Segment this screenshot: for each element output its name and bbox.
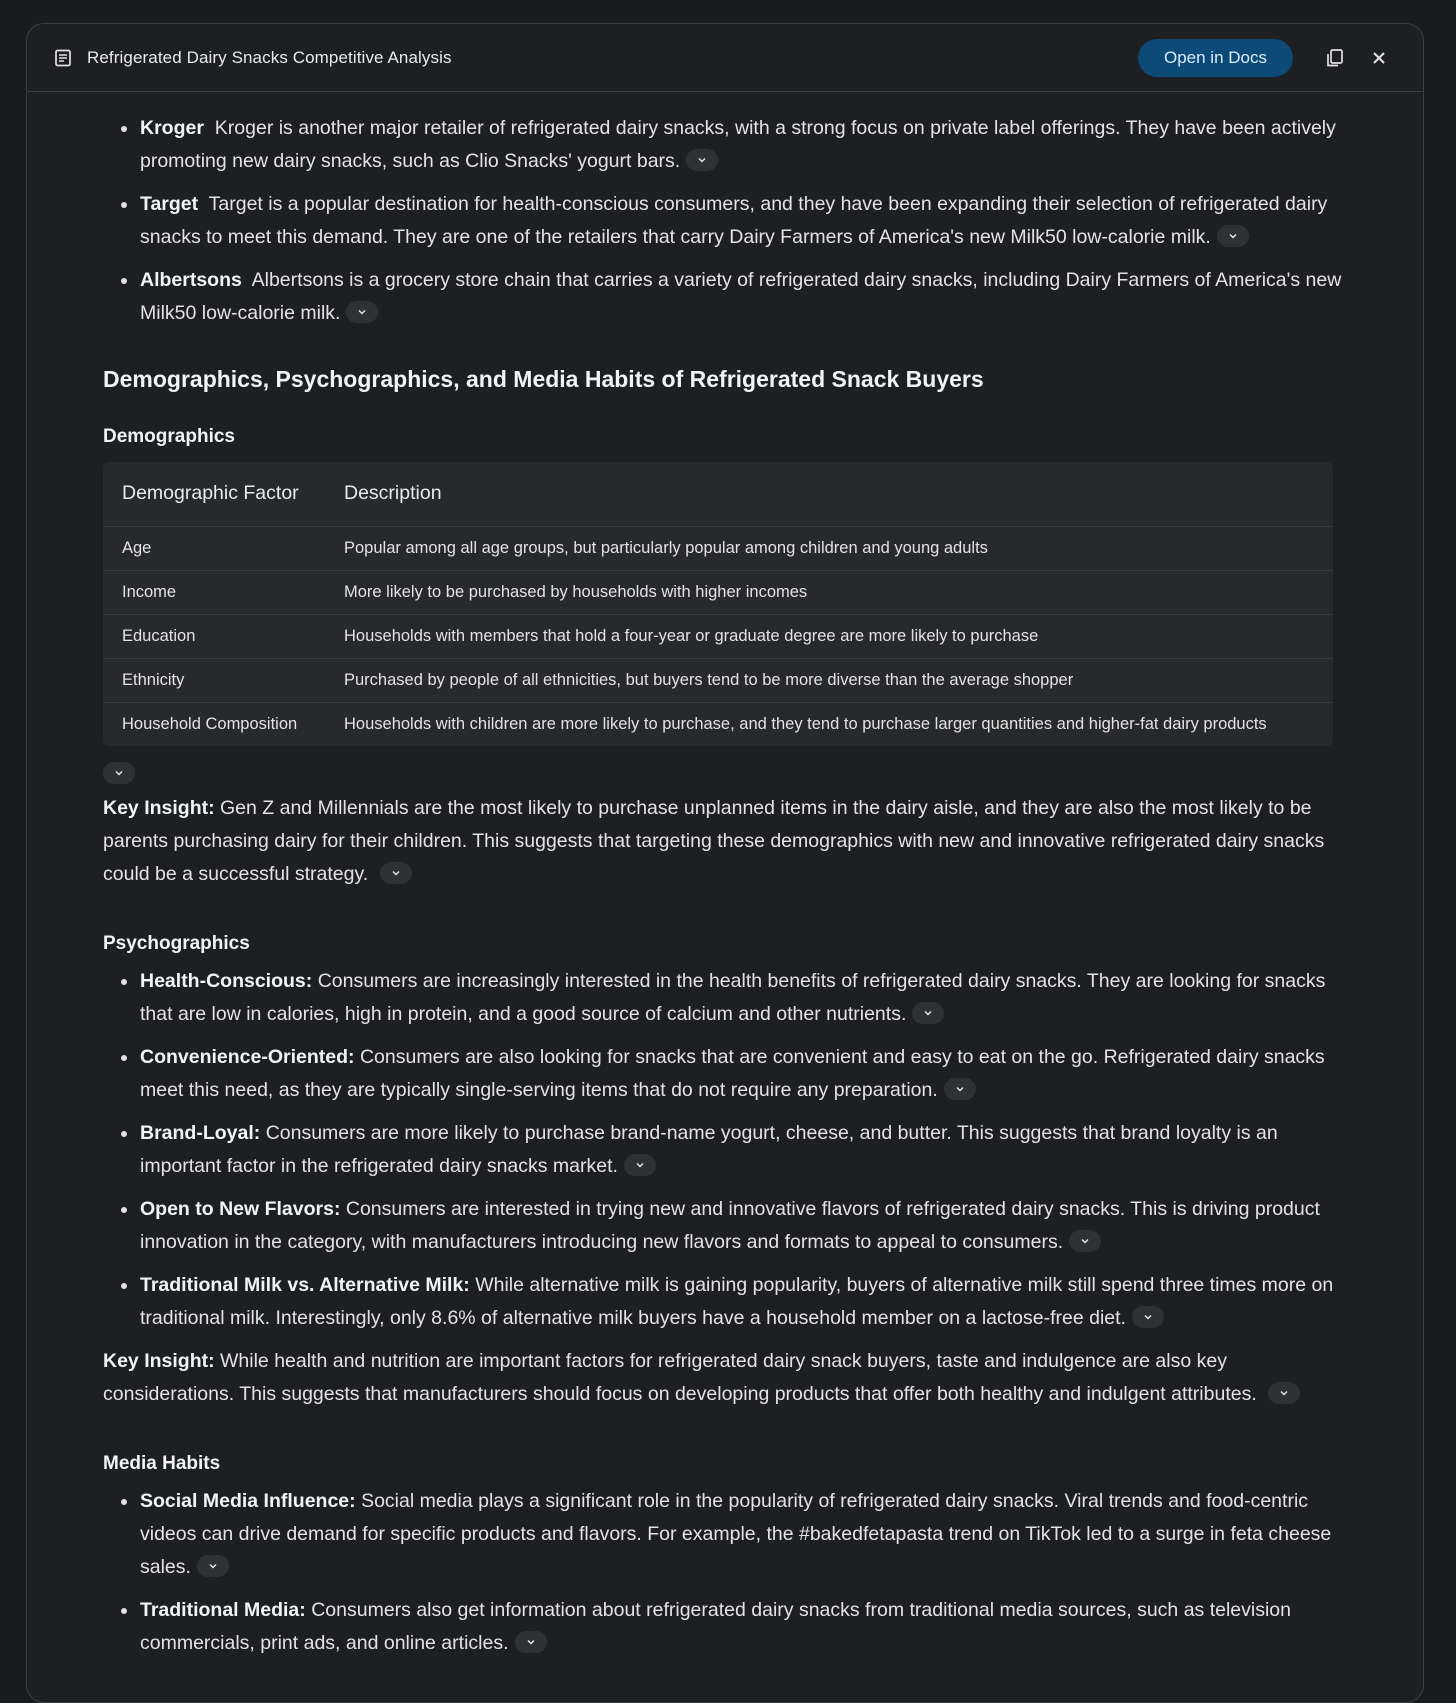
cell-factor: Education [103,614,325,658]
key-insight-text: Gen Z and Millennials are the most likely to purchase unplanned items in the dairy aisle, and they are also the most likely to be parents purchasing dairy for their children. This suggests that targeting these demographics with new and innovative refrigerated dairy snacks could be a successful strategy. [103,797,1325,885]
window-header [27,24,1423,92]
psychographics-heading: Psychographics [103,933,250,954]
media-habit-item [103,1485,1359,1584]
bullet-text: Consumers are more likely to purchase brand-name yogurt, cheese, and butter. This suggests that brand loyalty is an important factor in the refrigerated dairy snacks market. [140,1122,1278,1177]
document-title: Refrigerated Dairy Snacks Competitive Analysis [87,47,452,67]
document-icon [53,48,73,68]
cell-factor: Age [103,526,325,570]
bullet-text: Target is a popular destination for health-conscious consumers, and they have been expanding their selection of refrigerated dairy snacks to meet this demand. They are one of the retailers that carry Dairy Farmers of America's new Milk50 low-calorie milk. [140,193,1328,248]
retailer-item [103,188,1359,254]
chevron-down-icon[interactable] [1217,225,1249,247]
psychographics-key-insight [103,1345,1343,1411]
bullet-label: Brand-Loyal: [140,1122,261,1144]
column-header-factor: Demographic Factor [103,462,325,526]
chevron-down-icon[interactable] [1268,1382,1300,1404]
chevron-down-icon[interactable] [1132,1306,1164,1328]
retailer-item [103,112,1359,178]
demographics-table [103,462,1333,746]
bullet-text: Kroger is another major retailer of refrigerated dairy snacks, with a strong focus on private label offerings. They have been actively promoting new dairy snacks, such as Clio Snacks' yogurt bars. [140,117,1336,172]
chevron-down-icon[interactable] [944,1078,976,1100]
bullet-label: Albertsons [140,269,242,291]
bullet-label: Target [140,193,199,215]
retailer-list [103,112,1359,330]
section-title: Demographics, Psychographics, and Media Habits of Refrigerated Snack Buyers [103,366,984,392]
psychographic-item [103,1193,1359,1259]
media-habits-heading: Media Habits [103,1453,221,1474]
bullet-label: Open to New Flavors: [140,1198,341,1220]
demographics-key-insight [103,792,1343,891]
media-habits-list [103,1485,1359,1660]
bullet-label: Convenience-Oriented: [140,1046,355,1068]
bullet-text: Albertsons is a grocery store chain that carries a variety of refrigerated dairy snacks, including Dairy Farmers of America's new Milk50 low-calorie milk. [140,269,1342,324]
close-icon[interactable] [1359,38,1399,78]
retailer-item [103,264,1359,330]
table-row [103,570,1333,614]
psychographic-item [103,1117,1359,1183]
cell-factor: Ethnicity [103,658,325,702]
bullet-text: While alternative milk is gaining popularity, buyers of alternative milk still spend three times more on traditional milk. Interestingly, only 8.6% of alternative milk buyers have a household member on a lactose-free diet. [140,1274,1334,1329]
cell-factor: Income [103,570,325,614]
demographics-heading: Demographics [103,426,235,447]
cell-description: Purchased by people of all ethnicities, but buyers tend to be more diverse than the average shopper [325,658,1333,702]
table-row [103,658,1333,702]
bullet-label: Health-Conscious: [140,970,313,992]
chevron-down-icon[interactable] [912,1002,944,1024]
bullet-text: Consumers also get information about refrigerated dairy snacks from traditional media sources, such as television commercials, print ads, and online articles. [140,1599,1292,1654]
bullet-label: Traditional Milk vs. Alternative Milk: [140,1274,470,1296]
bullet-text: Social media plays a significant role in the popularity of refrigerated dairy snacks. Viral trends and food-centric videos can drive demand for specific products and flavors. For example, the #bakedfetapasta trend on TikTok led to a surge in feta cheese sales. [140,1490,1332,1578]
key-insight-label: Key Insight: [103,797,215,819]
chevron-down-icon[interactable] [346,301,378,323]
chevron-down-icon[interactable] [624,1154,656,1176]
psychographic-item [103,1041,1359,1107]
copy-icon[interactable] [1315,38,1355,78]
cell-description: Households with members that hold a four-year or graduate degree are more likely to purchase [325,614,1333,658]
bullet-label: Social Media Influence: [140,1490,356,1512]
cell-description: More likely to be purchased by households with higher incomes [325,570,1333,614]
psychographic-item [103,1269,1359,1335]
chevron-down-icon[interactable] [515,1631,547,1653]
table-row [103,526,1333,570]
bullet-text: Consumers are also looking for snacks that are convenient and easy to eat on the go. Refrigerated dairy snacks meet this need, as they are typically single-serving items that do not require any preparation. [140,1046,1325,1101]
table-expand-chip[interactable] [103,764,1359,786]
table-header-row [103,462,1333,526]
psychographic-item [103,965,1359,1031]
canvas-window [26,23,1424,1703]
bullet-text: Consumers are increasingly interested in the health benefits of refrigerated dairy snacks. They are looking for snacks that are low in calories, high in protein, and a good source of calcium and other nutrients. [140,970,1326,1025]
table-row [103,614,1333,658]
psychographics-list [103,965,1359,1335]
key-insight-text: While health and nutrition are important factors for refrigerated dairy snack buyers, taste and indulgence are also key considerations. This suggests that manufacturers should focus on developing products that offer both healthy and indulgent attributes. [103,1350,1257,1405]
column-header-description: Description [325,462,1333,526]
bullet-label: Kroger [140,117,204,139]
chevron-down-icon[interactable] [1069,1230,1101,1252]
open-in-docs-button[interactable]: Open in Docs [1138,39,1293,77]
bullet-text: Consumers are interested in trying new and innovative flavors of refrigerated dairy snacks. This is driving product innovation in the category, with manufacturers introducing new flavors and formats to appeal to consumers. [140,1198,1320,1253]
table-row [103,702,1333,746]
cell-factor: Household Composition [122,714,298,733]
cell-description: Households with children are more likely to purchase, and they tend to purchase larger quantities and higher-fat dairy products [344,714,1267,733]
chevron-down-icon[interactable] [380,862,412,884]
bullet-label: Traditional Media: [140,1599,306,1621]
cell-description: Popular among all age groups, but particularly popular among children and young adults [325,526,1333,570]
document-content [27,92,1359,1660]
chevron-down-icon[interactable] [103,762,135,784]
chevron-down-icon[interactable] [686,149,718,171]
key-insight-label: Key Insight: [103,1350,215,1372]
media-habit-item [103,1594,1359,1660]
chevron-down-icon[interactable] [197,1555,229,1577]
